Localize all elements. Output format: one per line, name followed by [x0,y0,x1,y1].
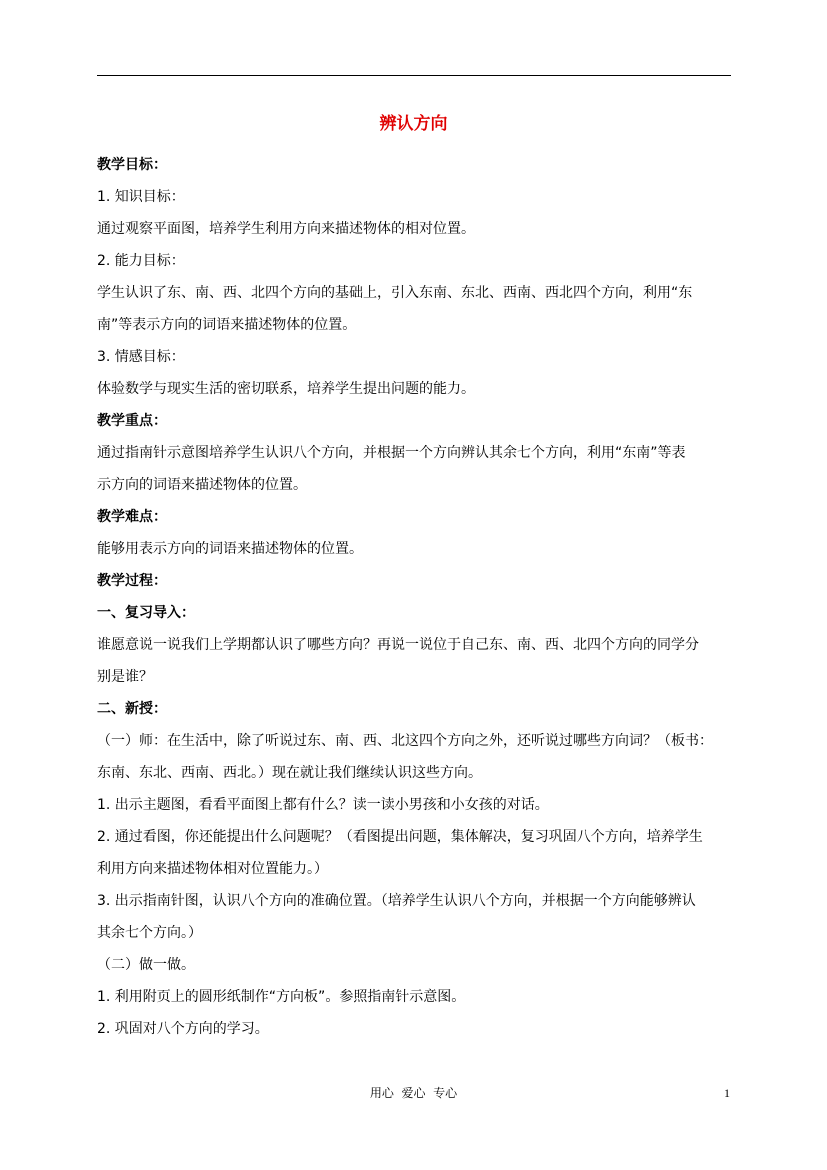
body-line: （二）做一做。 [97,957,195,973]
body-line: 通过观察平面图，培养学生利用方向来描述物体的相对位置。 [97,221,475,237]
body-line: （一）师：在生活中，除了听说过东、南、西、北这四个方向之外，还听说过哪些方向词？（板书： [97,733,713,749]
body-line: 利用方向来描述物体相对位置能力。） [97,861,328,877]
page-number: 1 [724,1086,730,1100]
section-heading: 二、新授： [97,701,167,717]
body-line: 其余七个方向。） [97,925,202,941]
section-heading: 教学重点： [97,413,167,429]
body-line: 3. 情感目标： [97,349,185,365]
document-body [97,149,737,1045]
body-line: 能够用表示方向的词语来描述物体的位置。 [97,541,363,557]
body-line: 1. 利用附页上的圆形纸制作“方向板”。参照指南针示意图。 [97,989,466,1005]
section-heading: 教学目标： [97,157,167,173]
body-line: 学生认识了东、南、西、北四个方向的基础上，引入东南、东北、西南、西北四个方向，利用“东 [97,285,693,301]
body-line: 别是谁？ [97,669,153,685]
body-line: 通过指南针示意图培养学生认识八个方向，并根据一个方向辨认其余七个方向，利用“东南”等表 [97,445,686,461]
body-line: 3. 出示指南针图，认识八个方向的准确位置。（培养学生认识八个方向，并根据一个方向能够辨认 [97,893,696,909]
body-line: 南”等表示方向的词语来描述物体的位置。 [97,317,357,333]
body-line: 2. 通过看图，你还能提出什么问题呢？（看图提出问题，集体解决，复习巩固八个方向，培养学生 [97,829,703,845]
footer-text: 用心 爱心 专心 [369,1086,458,1100]
body-line: 东南、东北、西南、西北。）现在就让我们继续认识这些方向。 [97,765,482,781]
body-line: 谁愿意说一说我们上学期都认识了哪些方向？再说一说位于自己东、南、西、北四个方向的同学分 [97,637,699,653]
section-heading: 一、复习导入： [97,605,195,621]
body-line: 体验数学与现实生活的密切联系，培养学生提出问题的能力。 [97,381,475,397]
section-heading: 教学难点： [97,509,167,525]
body-line: 1. 知识目标： [97,189,185,205]
document-title: 辨认方向 [379,114,448,134]
body-line: 示方向的词语来描述物体的位置。 [97,477,307,493]
header-rule [97,75,731,76]
body-line: 2. 能力目标： [97,253,185,269]
body-line: 2. 巩固对八个方向的学习。 [97,1021,269,1037]
body-line: 1. 出示主题图，看看平面图上都有什么？读一读小男孩和小女孩的对话。 [97,797,549,813]
section-heading: 教学过程： [97,573,167,589]
